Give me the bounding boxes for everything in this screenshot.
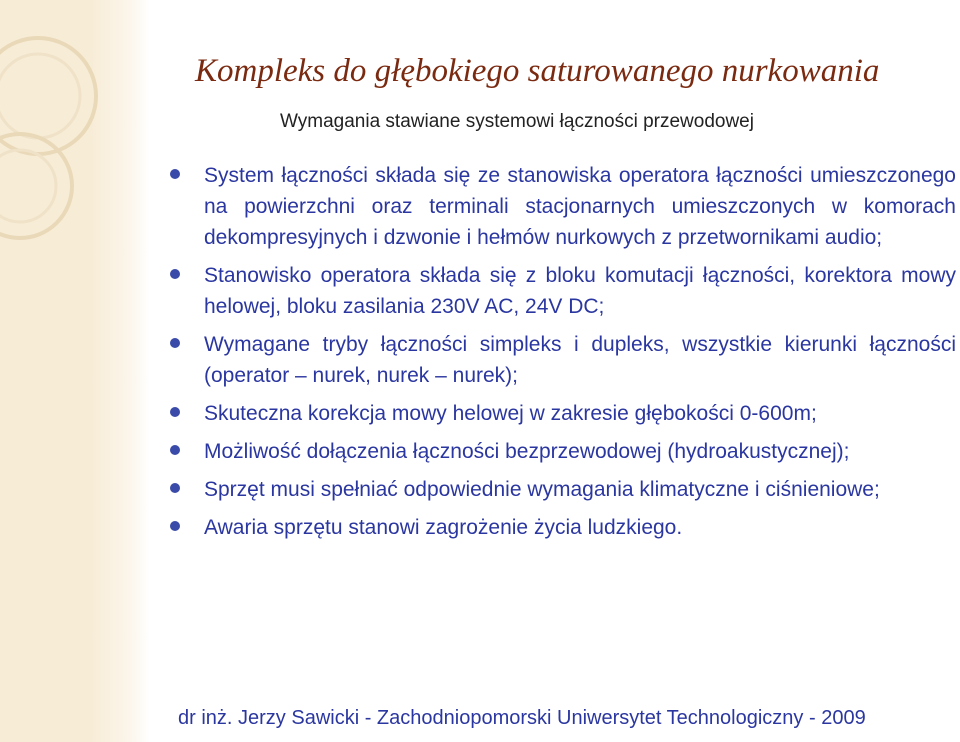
slide-title: Kompleks do głębokiego saturowanego nurkowania bbox=[195, 53, 880, 89]
bullet-list bbox=[168, 160, 956, 550]
bullet-text: Wymagane tryby łączności simpleks i dupleks, wszystkie kierunki łączności (operator – nurek, nurek – nurek); bbox=[204, 333, 956, 387]
bullet-text: Sprzęt musi spełniać odpowiednie wymagania klimatyczne i ciśnieniowe; bbox=[204, 478, 880, 501]
bullet-item bbox=[168, 260, 956, 322]
bullet-item bbox=[168, 160, 956, 253]
bullet-icon bbox=[170, 483, 180, 493]
bullet-icon bbox=[170, 521, 180, 531]
slide-subtitle: Wymagania stawiane systemowi łączności przewodowej bbox=[280, 111, 754, 132]
bullet-item bbox=[168, 474, 956, 505]
decorative-circles bbox=[0, 0, 150, 300]
bullet-item bbox=[168, 329, 956, 391]
bullet-icon bbox=[170, 338, 180, 348]
bullet-item bbox=[168, 398, 956, 429]
bullet-item bbox=[168, 512, 956, 543]
bullet-text: System łączności składa się ze stanowiska operatora łączności umieszczonego na powierzchni oraz terminali stacjonarnych umieszczonych w komorach dekompresyjnych i dzwonie i hełmów nurkowych z przetwornikami audio; bbox=[204, 164, 956, 249]
footer-credit: dr inż. Jerzy Sawicki - Zachodniopomorski Uniwersytet Technologiczny - 2009 bbox=[178, 707, 866, 729]
bullet-icon bbox=[170, 445, 180, 455]
bullet-icon bbox=[170, 269, 180, 279]
bullet-icon bbox=[170, 169, 180, 179]
bullet-text: Skuteczna korekcja mowy helowej w zakresie głębokości 0-600m; bbox=[204, 402, 817, 425]
bullet-text: Stanowisko operatora składa się z bloku komutacji łączności, korektora mowy helowej, bloku zasilania 230V AC, 24V DC; bbox=[204, 264, 956, 318]
bullet-icon bbox=[170, 407, 180, 417]
bullet-text: Awaria sprzętu stanowi zagrożenie życia ludzkiego. bbox=[204, 516, 683, 539]
bullet-item bbox=[168, 436, 956, 467]
bullet-text: Możliwość dołączenia łączności bezprzewodowej (hydroakustycznej); bbox=[204, 440, 850, 463]
